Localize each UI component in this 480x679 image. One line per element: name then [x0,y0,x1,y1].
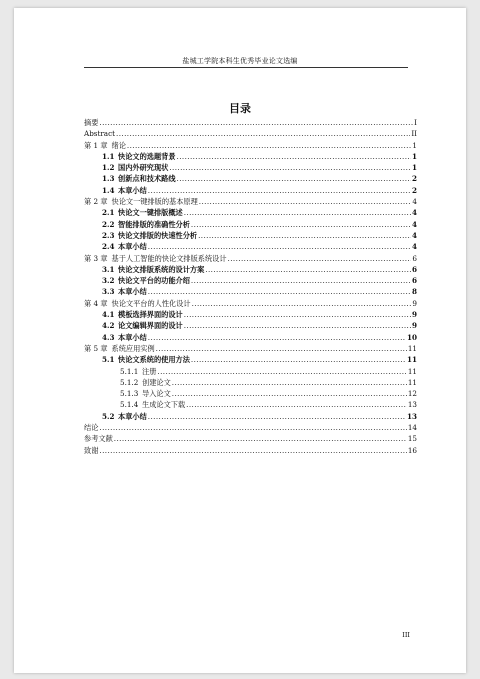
running-header: 盐城工学院本科生优秀毕业论文选编 [182,57,298,65]
toc-entry-title: 快论文平台的人性化设计 [111,298,191,308]
toc-entry[interactable] [84,129,417,140]
toc-entry-page: 15 [407,434,417,444]
toc-entry[interactable] [84,152,417,163]
toc-entry[interactable] [84,208,417,219]
toc-entry[interactable] [84,254,417,265]
toc-entry-title: 国内外研究现状 [118,163,169,173]
toc-entry-title: 快论文排版系统的设计方案 [118,264,205,274]
toc-entry-title: 本章小结 [118,185,147,195]
toc-entry-title: 本章小结 [118,332,147,342]
toc-entry[interactable] [84,389,417,400]
toc-entry-number: 2.3 [102,230,115,240]
toc-entry-title: 导入论文 [142,389,171,399]
toc-entry-number: 2.1 [102,208,115,218]
toc-entry[interactable] [84,276,417,287]
toc-dot-leader [191,276,411,286]
toc-dot-leader [199,197,412,207]
toc-entry-page: 4 [411,219,417,229]
toc-entry[interactable] [84,423,417,434]
toc-entry-page: 14 [407,423,417,433]
toc-dot-leader [228,254,412,264]
table-of-contents [84,118,417,457]
toc-entry-page: 9 [411,321,417,331]
toc-entry-number: 5.1 [102,355,115,365]
header-rule [84,67,408,68]
toc-entry[interactable] [84,287,417,298]
toc-dot-leader [157,367,406,377]
toc-dot-leader [198,231,411,241]
toc-entry[interactable] [84,333,417,344]
toc-entry[interactable] [84,355,417,366]
toc-entry-number: 5.1.1 [120,366,139,376]
toc-dot-leader [169,163,411,173]
toc-entry-title: 快论文系统的使用方法 [118,355,190,365]
toc-entry-page: 1 [411,163,417,173]
toc-entry-number: 1.2 [102,163,115,173]
toc-entry[interactable] [84,367,417,378]
toc-entry-title: 生成论文下载 [142,400,186,410]
toc-entry-page: 4 [411,242,417,252]
toc-entry[interactable] [84,344,417,355]
toc-entry-title: 快论文排版的快速性分析 [118,230,198,240]
toc-dot-leader [191,355,406,365]
toc-entry-title: 致谢 [84,445,99,455]
toc-entry-page: 2 [411,185,417,195]
toc-dot-leader [177,174,411,184]
toc-entry[interactable] [84,400,417,411]
toc-entry[interactable] [84,446,417,457]
toc-entry[interactable] [84,299,417,310]
toc-entry-page: 6 [411,276,417,286]
toc-dot-leader [186,400,407,410]
toc-entry-title: 模板选择界面的设计 [118,310,183,320]
toc-entry-title: 系统应用实例 [111,343,155,353]
toc-entry-title: 本章小结 [118,287,147,297]
toc-entry-number: 第 1 章 [84,140,108,150]
toc-entry-number: 5.1.4 [120,400,139,410]
toc-entry-number: 1.3 [102,174,115,184]
toc-entry-title: Abstract [84,129,116,139]
toc-dot-leader [177,152,411,162]
toc-dot-leader [148,287,411,297]
toc-entry-title: 注册 [142,366,157,376]
toc-entry-number: 2.2 [102,219,115,229]
toc-dot-leader [172,378,407,388]
document-page [14,8,466,673]
toc-entry[interactable] [84,163,417,174]
toc-entry-title: 创新点和技术路线 [118,174,176,184]
toc-entry-title: 论文编辑界面的设计 [118,321,183,331]
toc-entry-page: II [411,129,417,139]
toc-entry-number: 1.4 [102,185,115,195]
toc-entry[interactable] [84,231,417,242]
toc-entry-page: 1 [412,140,417,150]
toc-entry[interactable] [84,174,417,185]
toc-entry[interactable] [84,186,417,197]
toc-entry-title: 本章小结 [118,411,147,421]
toc-entry-number: 3.3 [102,287,115,297]
toc-entry-page: 2 [411,174,417,184]
toc-dot-leader [184,310,411,320]
toc-dot-leader [99,118,413,128]
toc-entry-page: 9 [411,310,417,320]
toc-dot-leader [184,321,411,331]
toc-entry[interactable] [84,220,417,231]
toc-entry-title: 快论文一键排版概述 [118,208,183,218]
toc-entry-number: 第 4 章 [84,298,108,308]
toc-entry-title: 摘要 [84,118,99,127]
toc-entry[interactable] [84,141,417,152]
page-number: III [402,631,410,639]
toc-entry-page: 6 [411,264,417,274]
toc-entry-page: 13 [407,400,417,410]
toc-entry-page: 11 [406,355,417,365]
toc-dot-leader [156,344,407,354]
toc-dot-leader [191,220,411,230]
toc-entry-page: 9 [412,298,417,308]
toc-entry-page: 4 [411,208,417,218]
toc-entry-number: 3.2 [102,276,115,286]
toc-dot-leader [148,412,406,422]
toc-entry-title: 快论文的选题背景 [118,151,176,161]
toc-entry-page: 12 [407,389,417,399]
toc-entry-number: 4.2 [102,321,115,331]
toc-entry-title: 绪论 [111,140,126,150]
toc-dot-leader [114,434,407,444]
toc-entry-page: I [414,118,417,127]
toc-entry-page: 16 [407,445,417,455]
toc-entry-page: 6 [412,253,417,263]
toc-entry[interactable] [84,310,417,321]
toc-entry-number: 第 5 章 [84,343,108,353]
toc-entry-title: 快论文一键排版的基本原理 [111,197,198,207]
toc-entry-title: 智能排版的准确性分析 [118,219,190,229]
toc-entry-title: 快论文平台的功能介绍 [118,276,190,286]
toc-entry-page: 4 [411,230,417,240]
toc-dot-leader [192,299,412,309]
toc-entry[interactable] [84,412,417,423]
toc-dot-leader [99,423,406,433]
toc-entry-title: 创建论文 [142,377,171,387]
toc-entry-page: 8 [411,287,417,297]
toc-entry[interactable] [84,265,417,276]
toc-dot-leader [205,265,411,275]
toc-entry-page: 13 [406,411,417,421]
toc-entry-page: 11 [407,366,417,376]
toc-dot-leader [99,446,406,456]
toc-dot-leader [148,242,411,252]
toc-entry-number: 第 2 章 [84,197,108,207]
toc-entry-page: 1 [411,151,417,161]
toc-entry[interactable] [84,118,417,129]
toc-entry[interactable] [84,378,417,389]
toc-entry-number: 4.3 [102,332,115,342]
toc-title: 目录 [229,102,251,115]
toc-entry-page: 10 [406,332,417,342]
toc-entry[interactable] [84,321,417,332]
toc-entry-page: 11 [407,377,417,387]
toc-entry-number: 1.1 [102,151,115,161]
toc-entry-number: 2.4 [102,242,115,252]
toc-dot-leader [127,141,412,151]
toc-entry-number: 5.2 [102,411,115,421]
toc-entry-number: 第 3 章 [84,253,108,263]
toc-entry-number: 5.1.3 [120,389,139,399]
toc-entry-title: 基于人工智能的快论文排版系统设计 [111,253,227,263]
toc-entry-title: 本章小结 [118,242,147,252]
toc-entry-number: 4.1 [102,310,115,320]
toc-entry-page: 11 [407,343,417,353]
toc-dot-leader [148,186,411,196]
toc-entry-number: 5.1.2 [120,377,139,387]
toc-entry-title: 结论 [84,423,99,433]
toc-entry[interactable] [84,434,417,445]
toc-dot-leader [116,129,410,139]
toc-entry-page: 4 [412,197,417,207]
toc-entry-title: 参考文献 [84,434,113,444]
toc-dot-leader [184,208,411,218]
toc-dot-leader [148,333,406,343]
toc-entry[interactable] [84,242,417,253]
toc-entry[interactable] [84,197,417,208]
toc-entry-number: 3.1 [102,264,115,274]
toc-dot-leader [172,389,407,399]
